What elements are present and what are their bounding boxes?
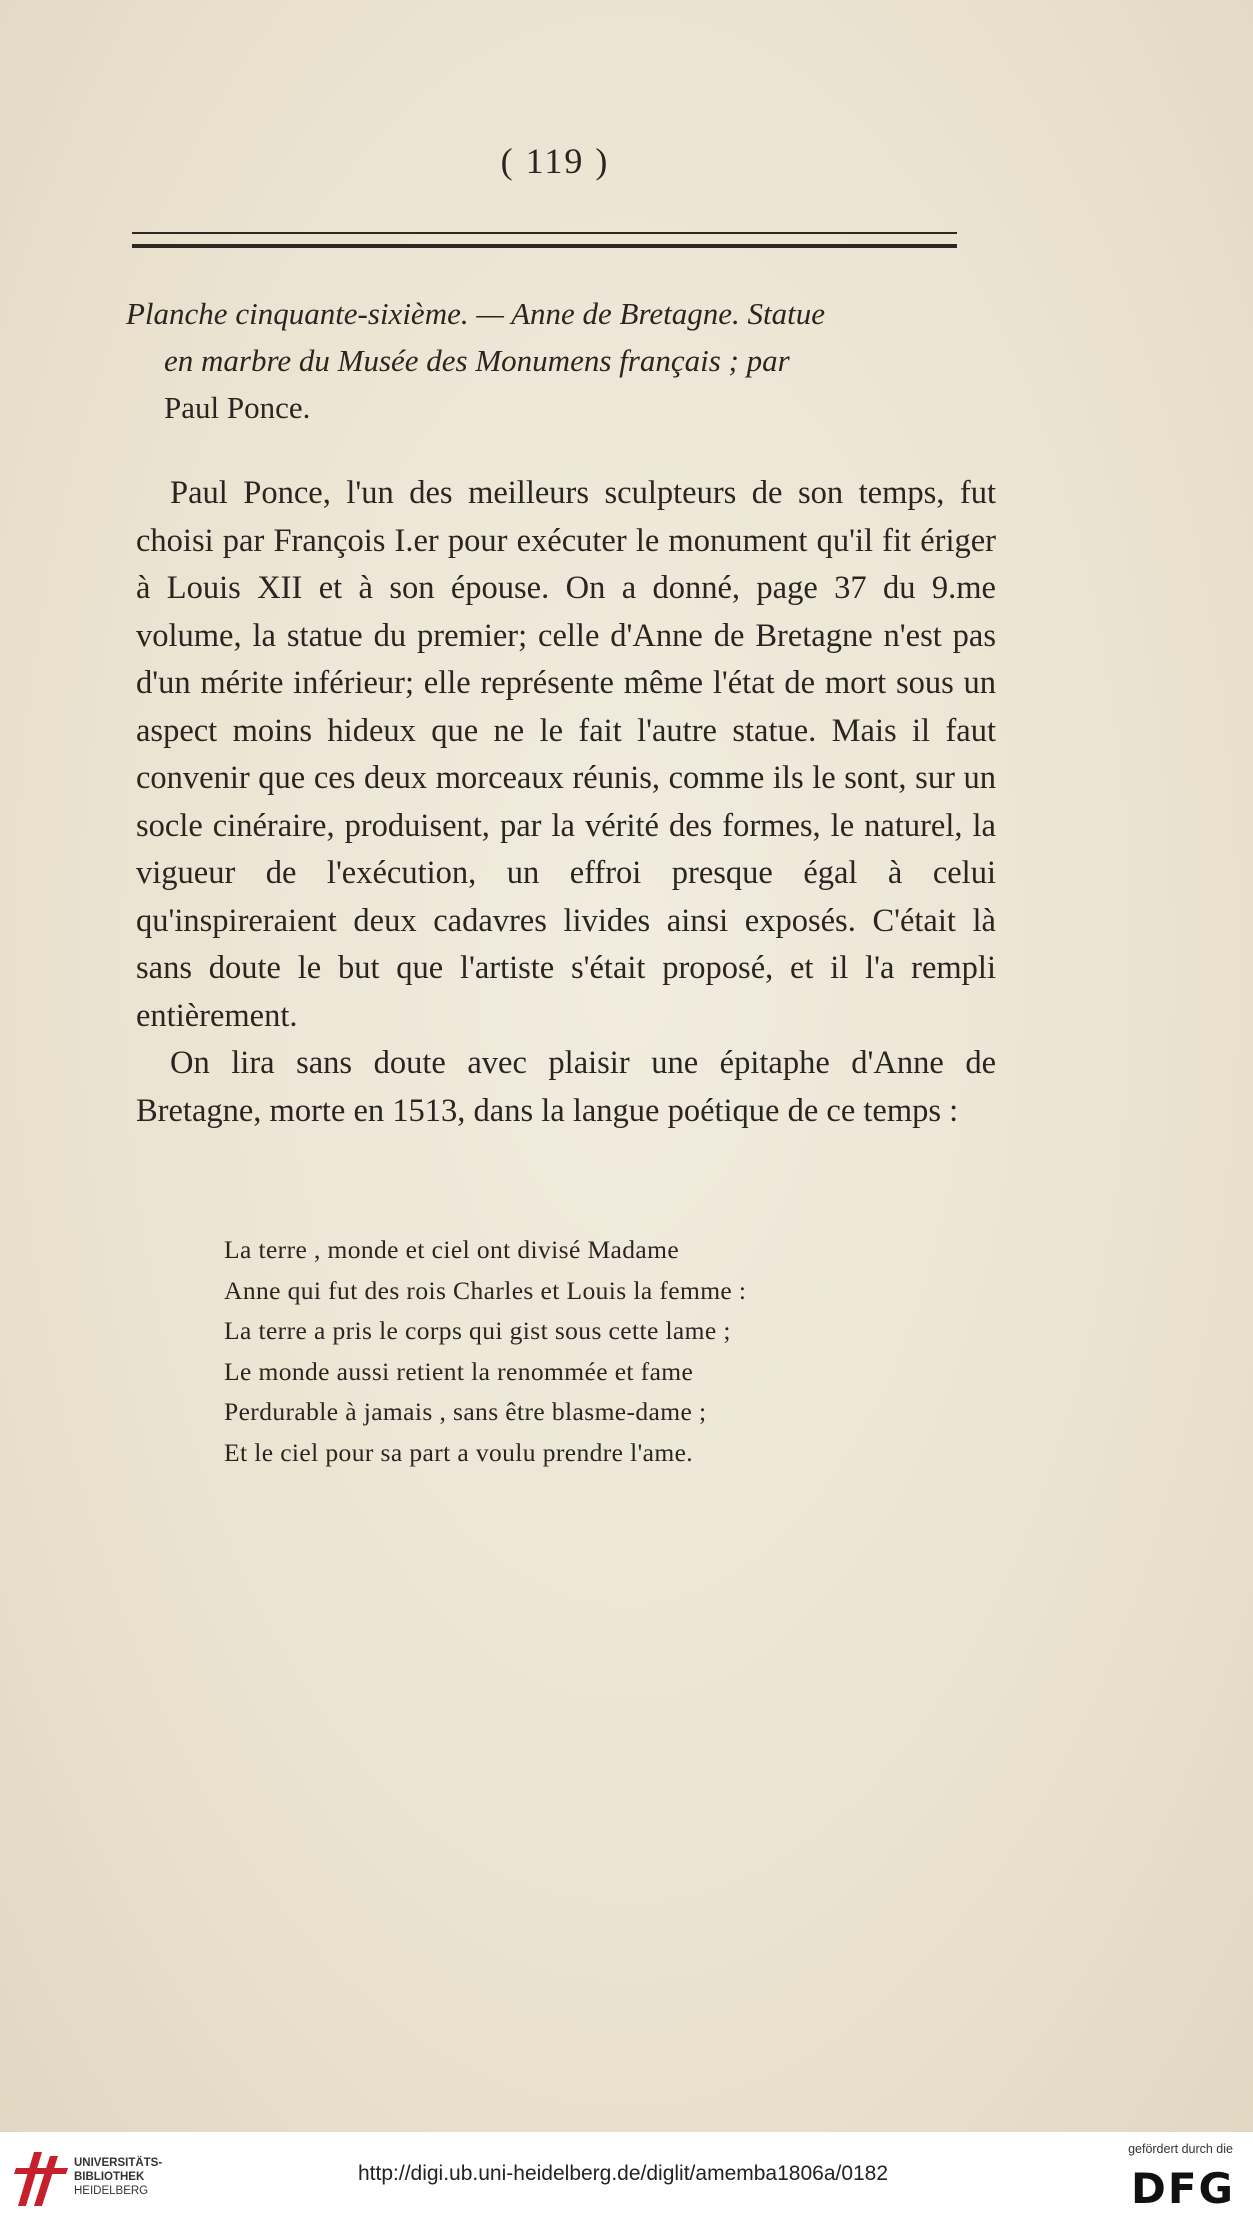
poem-line: La terre , monde et ciel ont divisé Madame xyxy=(224,1235,680,1264)
header-rule-thick xyxy=(132,244,957,248)
page-number: ( 119 ) xyxy=(500,141,610,181)
poem-line: Perdurable à jamais , sans être blasme-dame ; xyxy=(224,1397,707,1426)
paragraph: On lira sans doute avec plaisir une épitaphe d'Anne de Bretagne, morte en 1513, dans la langue poétique de ce temps : xyxy=(136,1045,996,1129)
heading-line: en marbre du Musée des Monumens français ; par xyxy=(164,343,790,378)
heading-line: Planche cinquante-sixième. — Anne de Bretagne. Statue xyxy=(126,296,826,331)
header-rule-thin xyxy=(132,232,957,234)
poem-line: Le monde aussi retient la renommée et fame xyxy=(224,1356,694,1386)
funding-caption: gefördert durch die xyxy=(1128,2142,1233,2156)
poem-line: Et le ciel pour sa part a voulu prendre l'ame. xyxy=(224,1437,694,1467)
dfg-logo: DFG xyxy=(1130,2164,1235,2213)
page-url-link[interactable]: http://digi.ub.uni-heidelberg.de/diglit/amemba1806a/0182 xyxy=(358,2162,889,2185)
heading-line: Paul Ponce. xyxy=(164,390,311,425)
epitaph-poem xyxy=(224,1230,964,1473)
institution-name: UNIVERSITÄTS- BIBLIOTHEK HEIDELBERG xyxy=(74,2157,163,2197)
plate-heading xyxy=(126,290,996,431)
paragraph: Paul Ponce, l'un des meilleurs sculpteurs de son temps, fut choisi par François I.er pour exécuter le monument qu'il fit ériger à Louis XII et à son épouse. On a donné, page 37 du 9.me volume, la statue du premier; celle d'Anne de Bretagne n'est pas d'un mérite inférieur; elle représente même l'état de mort sous un aspect moins hideux que ne le fait l'autre statue. Mais il faut convenir que ces deux morceaux réunis, comme ils le sont, sur un socle cinéraire, produisent, par la vérité des formes, le naturel, la vigueur de l'exécution, un effroi presque égal à celui qu'inspireraient deux cadavres livides ainsi exposés. C'était là sans doute le but que l'artiste s'était proposé, et il l'a rempli entièrement. xyxy=(136,475,996,1034)
viewer-footer xyxy=(0,2132,1253,2223)
poem-line: La terre a pris le corps qui gist sous cette lame ; xyxy=(224,1316,731,1345)
university-library-logo-icon xyxy=(12,2146,74,2212)
body-text xyxy=(136,470,996,1135)
poem-line: Anne qui fut des rois Charles et Louis la femme : xyxy=(224,1275,747,1305)
